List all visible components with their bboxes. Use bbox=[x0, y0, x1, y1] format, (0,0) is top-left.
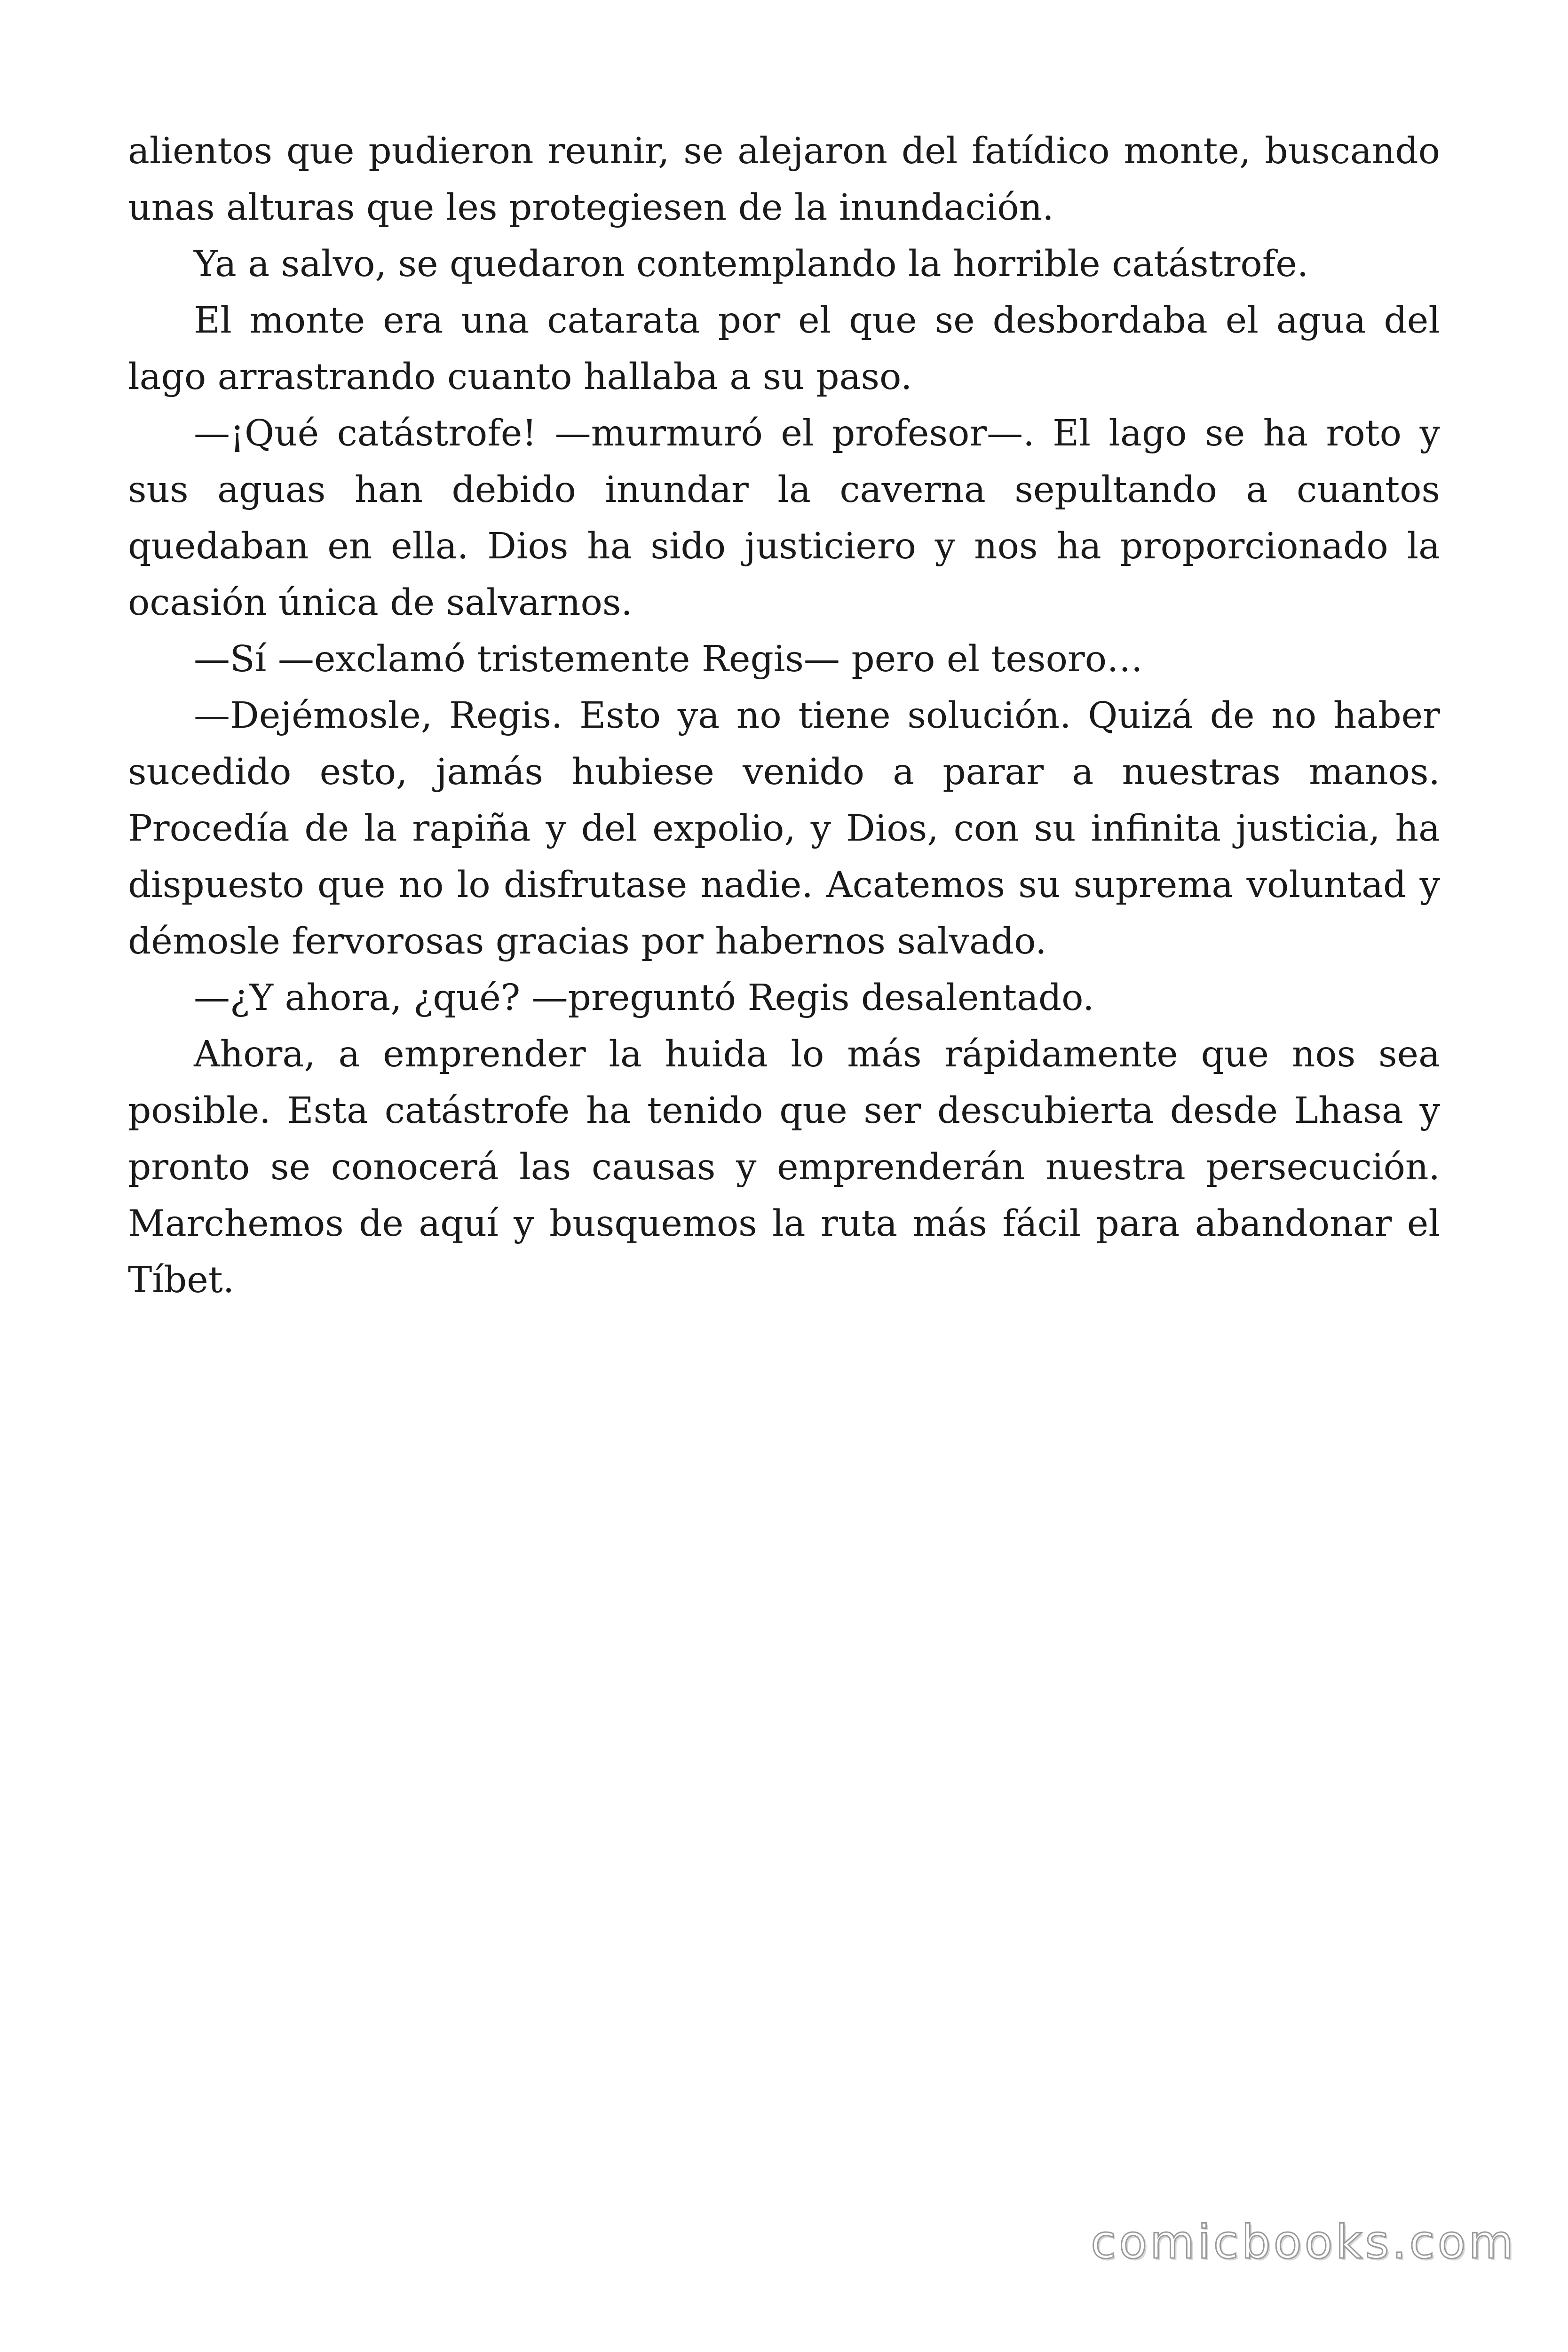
paragraph-3: El monte era una catarata por el que se desbordaba el agua del lago arrastrando cuanto hallaba a su paso. bbox=[128, 300, 1440, 398]
paragraph-8: Ahora, a emprender la huida lo más rápidamente que nos sea posible. Esta catástrofe ha tenido que ser descubierta desde Lhasa y pronto se conocerá las causas y emprenderán nuestra persecución. Marchemos de aquí y busquemos la ruta más fácil para abandonar el Tíbet. bbox=[128, 1033, 1440, 1301]
paragraph-1: alientos que pudieron reunir, se alejaron del fatídico monte, buscando unas alturas que les protegiesen de la inundación. bbox=[128, 130, 1440, 229]
paragraph-4: —¡Qué catástrofe! —murmuró el profesor—. El lago se ha roto y sus aguas han debido inundar la caverna sepultando a cuantos quedaban en ella. Dios ha sido justiciero y nos ha proporcionado la ocasión única de salvarnos. bbox=[128, 413, 1440, 624]
book-page-body bbox=[128, 123, 1440, 1309]
paragraph-5: —Sí —exclamó tristemente Regis— pero el tesoro… bbox=[194, 638, 1143, 680]
paragraph-7: —¿Y ahora, ¿qué? —preguntó Regis desalentado. bbox=[194, 977, 1094, 1019]
paragraph-6: —Dejémosle, Regis. Esto ya no tiene solución. Quizá de no haber sucedido esto, jamás hubiese venido a parar a nuestras manos. Procedía de la rapiña y del expolio, y Dios, con su infinita justicia, ha dispuesto que no lo disfrutase nadie. Acatemos su suprema voluntad y démosle fervorosas gracias por habernos salvado. bbox=[128, 695, 1440, 962]
watermark: comicbooks.com bbox=[1091, 2216, 1516, 2269]
paragraph-2: Ya a salvo, se quedaron contemplando la horrible catástrofe. bbox=[194, 243, 1309, 285]
